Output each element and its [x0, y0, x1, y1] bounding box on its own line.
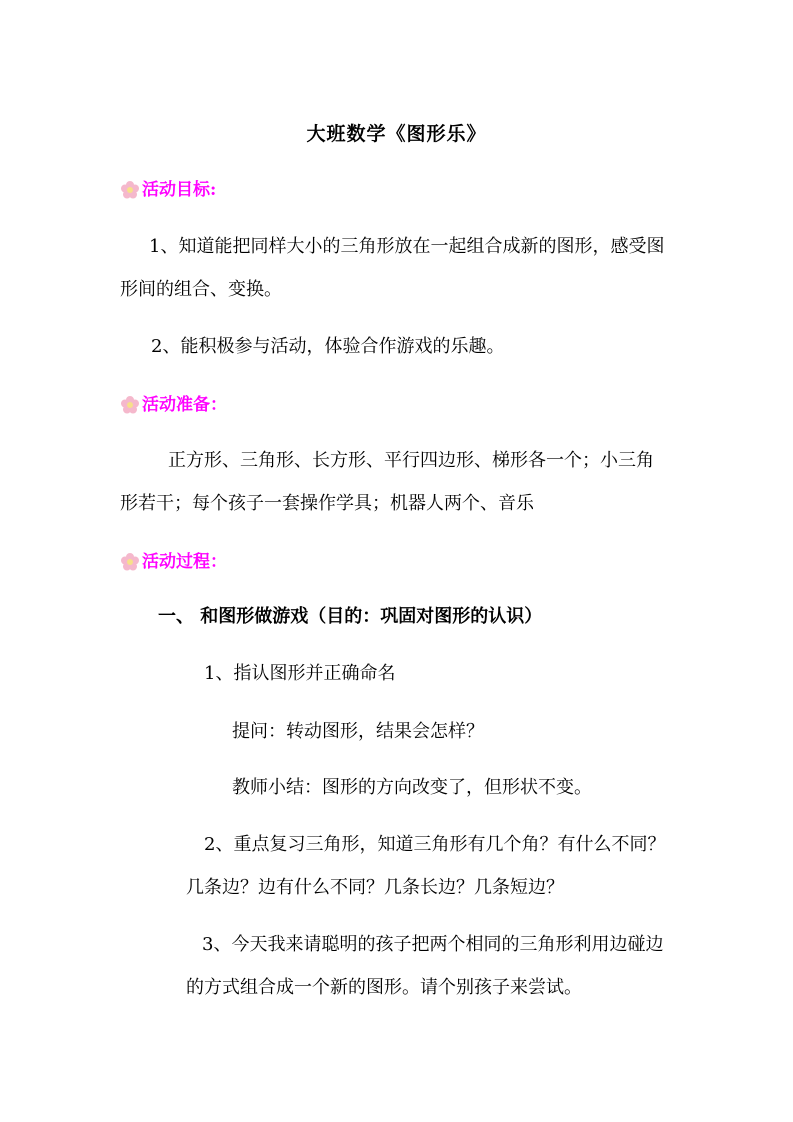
process-step-3-line-1: 3、今天我来请聪明的孩子把两个相同的三角形利用边碰边: [202, 934, 664, 955]
process-step-3-line-2: 的方式组合成一个新的图形。请个别孩子来尝试。: [186, 977, 582, 998]
goal-item-2: 2、能积极参与活动，体验合作游戏的乐趣。: [151, 336, 505, 357]
preparation-line-2: 形若干；每个孩子一套操作学具；机器人两个、音乐: [120, 493, 534, 514]
flower-icon: [120, 395, 140, 415]
goal-item-1-line-1: 1、知道能把同样大小的三角形放在一起组合成新的图形，感受图: [149, 236, 665, 257]
section-heading-process: [120, 550, 227, 574]
process-step-1: 1、指认图形并正确命名: [204, 663, 396, 684]
heading-label: 活动过程：: [142, 552, 227, 572]
process-step-2-line-2: 几条边？边有什么不同？几条长边？几条短边？: [186, 877, 564, 898]
goal-item-1-line-2: 形间的组合、变换。: [120, 279, 282, 300]
page-title: 大班数学《图形乐》: [306, 123, 487, 145]
heading-label: 活动准备：: [142, 395, 227, 415]
heading-label: 活动目标:: [142, 180, 217, 200]
process-question: 提问：转动图形，结果会怎样？: [232, 721, 484, 742]
flower-icon: [120, 552, 140, 572]
section-heading-goals: [120, 178, 216, 202]
flower-icon: [120, 180, 140, 200]
process-part-1: 一、 和图形做游戏（目的：巩固对图形的认识）: [158, 606, 543, 627]
process-step-2-line-1: 2、重点复习三角形，知道三角形有几个角？有什么不同？: [204, 834, 666, 855]
preparation-line-1: 正方形、三角形、长方形、平行四边形、梯形各一个；小三角: [168, 450, 654, 471]
process-summary: 教师小结：图形的方向改变了，但形状不变。: [232, 777, 592, 798]
section-heading-preparation: [120, 393, 227, 417]
